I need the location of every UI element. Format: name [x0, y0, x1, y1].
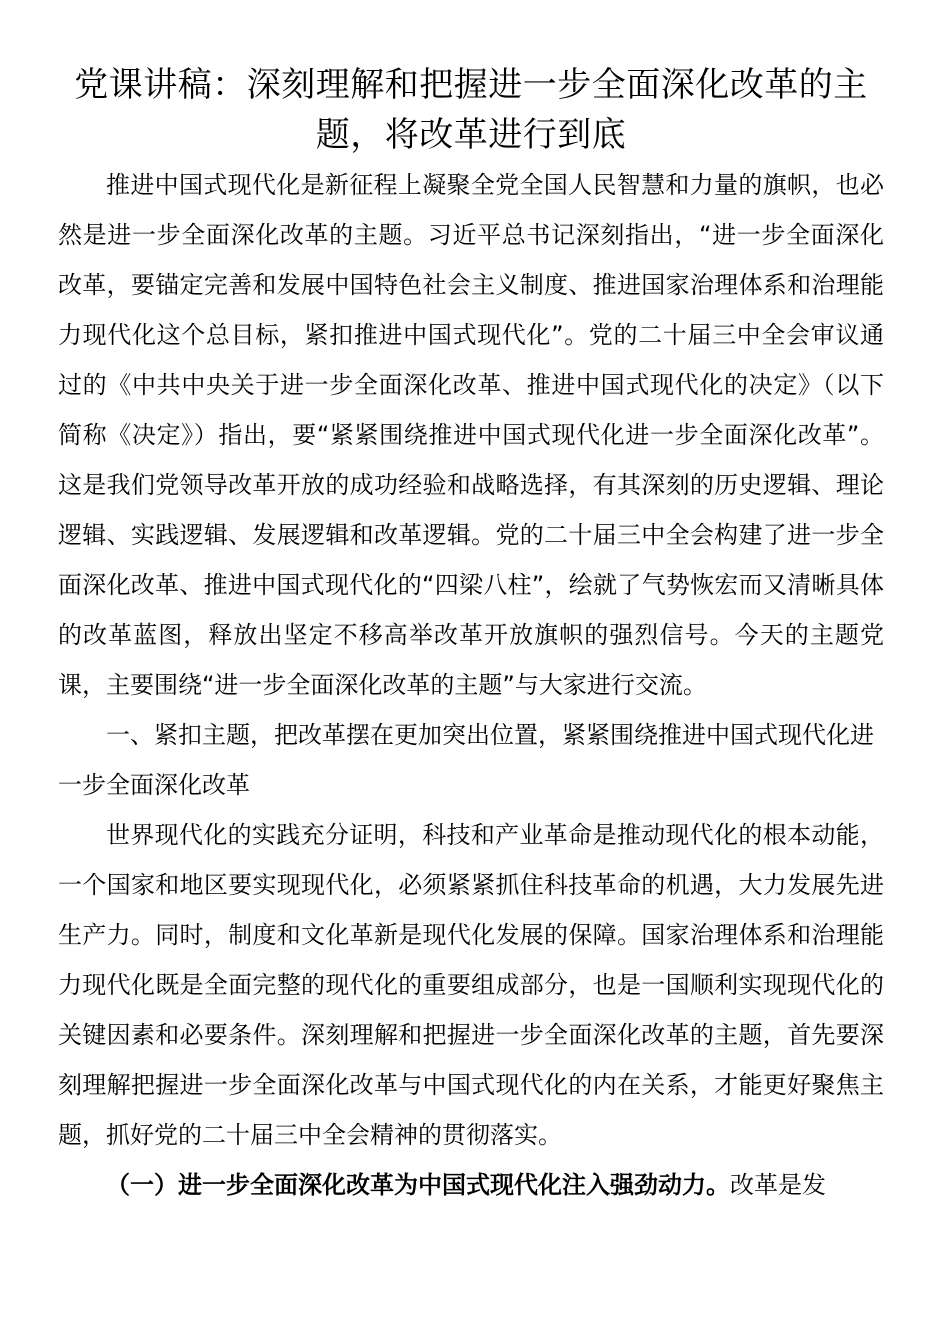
- document-page: [58, 60, 884, 1210]
- document-title: 党课讲稿：深刻理解和把握进一步全面深化改革的主题，将改革进行到底: [74, 65, 868, 155]
- section-one-paragraph: 世界现代化的实践充分证明，科技和产业革命是推动现代化的根本动能，一个国家和地区要实现现代化，必须紧紧抓住科技革命的机遇，大力发展先进生产力。同时，制度和文化革新是现代化发展的保障。国家治理体系和治理能力现代化既是全面完整的现代化的重要组成部分，也是一国顺利实现现代化的关键因素和必要条件。深刻理解和把握进一步全面深化改革的主题，首先要深刻理解把握进一步全面深化改革与中国式现代化的内在关系，才能更好聚焦主题，抓好党的二十届三中全会精神的贯彻落实。: [58, 821, 884, 1149]
- subsection-one-paragraph: [58, 1160, 884, 1210]
- subsection-one-text: 改革是发: [730, 1171, 826, 1199]
- section-one-heading: 一、紧扣主题，把改革摆在更加突出位置，紧紧围绕推进中国式现代化进一步全面深化改革: [58, 721, 874, 799]
- subsection-one-lead: （一）进一步全面深化改革为中国式现代化注入强劲动力。: [106, 1171, 730, 1199]
- intro-paragraph: 推进中国式现代化是新征程上凝聚全党全国人民智慧和力量的旗帜，也必然是进一步全面深化改革的主题。习近平总书记深刻指出，“进一步全面深化改革，要锚定完善和发展中国特色社会主义制度、推进国家治理体系和治理能力现代化这个总目标，紧扣推进中国式现代化”。党的二十届三中全会审议通过的《中共中央关于进一步全面深化改革、推进中国式现代化的决定》（以下简称《决定》）指出，要“紧紧围绕推进中国式现代化进一步全面深化改革”。这是我们党领导改革开放的成功经验和战略选择，有其深刻的历史逻辑、理论逻辑、实践逻辑、发展逻辑和改革逻辑。党的二十届三中全会构建了进一步全面深化改革、推进中国式现代化的“四梁八柱”，绘就了气势恢宏而又清晰具体的改革蓝图，释放出坚定不移高举改革开放旗帜的强烈信号。今天的主题党课，主要围绕“进一步全面深化改革的主题”与大家进行交流。: [58, 171, 884, 699]
